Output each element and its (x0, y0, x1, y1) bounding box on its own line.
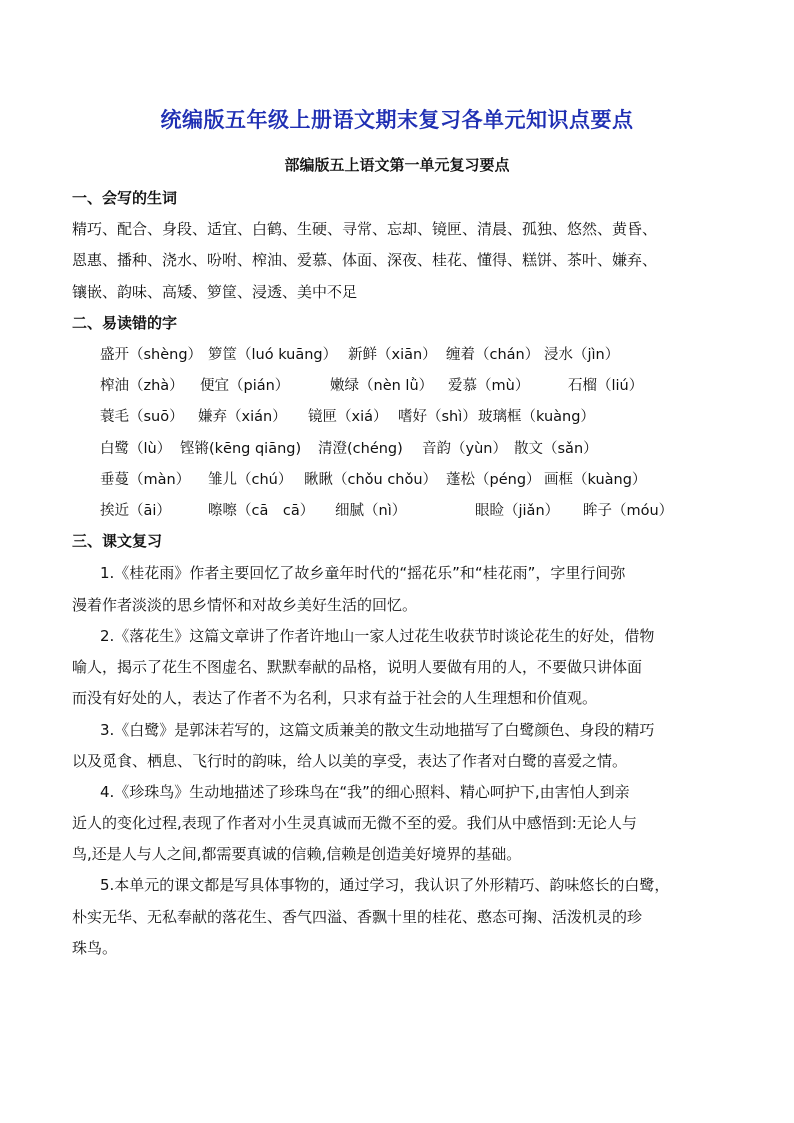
review-paragraph-line: 漫着作者淡淡的思乡情怀和对故乡美好生活的回忆。 (72, 596, 418, 614)
review-paragraph-line: 5.本单元的课文都是写具体事物的，通过学习，我认识了外形精巧、韵味悠长的白鹭， (100, 876, 670, 894)
pinyin-item: 垂蔓（màn） (100, 472, 191, 488)
pinyin-item: 清澄(chéng) (318, 441, 403, 457)
section-heading-pronunciation: 二、易读错的字 (72, 314, 178, 332)
pinyin-item: 嗜好（shì） (398, 409, 477, 425)
review-paragraph-line: 喻人，揭示了花生不图虚名、默默奉献的品格，说明人要做有用的人，不要做只讲体面 (72, 658, 643, 676)
review-paragraph-line: 而没有好处的人，表达了作者不为名利，只求有益于社会的人生理想和价值观。 (72, 689, 598, 707)
pinyin-item: 细腻（nì） (335, 503, 407, 519)
pinyin-item: 嫌弃（xián） (198, 409, 287, 425)
section-heading-vocabulary: 一、会写的生词 (72, 189, 178, 207)
review-paragraph-line: 以及觅食、栖息、飞行时的韵味，给人以美的享受，表达了作者对白鹭的喜爱之情。 (72, 752, 628, 770)
review-paragraph-line: 朴实无华、无私奉献的落花生、香气四溢、香飘十里的桂花、憨态可掬、活泼机灵的珍 (72, 908, 643, 926)
pinyin-row (100, 499, 673, 520)
review-paragraph-line: 2.《落花生》这篇文章讲了作者许地山一家人过花生收获节时谈论花生的好处，借物 (100, 627, 655, 645)
vocabulary-line: 恩惠、播种、浇水、吩咐、榨油、爱慕、体面、深夜、桂花、懂得、糕饼、茶叶、嫌弃、 (72, 251, 658, 269)
pinyin-item: 瞅瞅（chǒu chǒu） (304, 472, 438, 488)
pinyin-row (100, 405, 595, 426)
pinyin-item: 音韵（yùn） (422, 441, 507, 457)
pinyin-item: 爱慕（mù） (448, 378, 530, 394)
pinyin-item: 盛开（shèng） (100, 347, 203, 363)
pinyin-item: 眼睑（jiǎn） (475, 503, 560, 519)
review-paragraph-line: 鸟,还是人与人之间,都需要真诚的信赖,信赖是创造美好境界的基础。 (72, 845, 522, 863)
pinyin-item: 便宜（pián） (200, 378, 290, 394)
pinyin-item: 箩筐（luó kuāng） (208, 347, 338, 363)
pinyin-item: 榨油（zhà） (100, 378, 184, 394)
pinyin-item: 画框（kuàng） (544, 472, 647, 488)
vocabulary-line: 镶嵌、韵味、高矮、箩筐、浸透、美中不足 (72, 283, 358, 301)
pinyin-item: 新鲜（xiān） (348, 347, 437, 363)
pinyin-item: 散文（sǎn） (514, 441, 598, 457)
pinyin-item: 蓑毛（suō） (100, 409, 184, 425)
vocabulary-line: 精巧、配合、身段、适宜、白鹤、生硬、寻常、忘却、镜匣、清晨、孤独、悠然、黄昏、 (72, 220, 658, 238)
pinyin-row (100, 437, 598, 458)
pinyin-item: 浸水（jìn） (544, 347, 620, 363)
pinyin-item: 嫩绿（nèn lǜ） (330, 378, 434, 394)
pinyin-item: 铿锵(kēng qiāng) (180, 441, 302, 457)
pinyin-item: 白鹭（lù） (100, 441, 172, 457)
review-paragraph-line: 珠鸟。 (72, 939, 118, 957)
review-paragraph-line: 3.《白鹭》是郭沫若写的，这篇文质兼美的散文生动地描写了白鹭颜色、身段的精巧 (100, 721, 655, 739)
review-paragraph-line: 1.《桂花雨》作者主要回忆了故乡童年时代的“摇花乐”和“桂花雨”，字里行间弥 (100, 564, 626, 582)
pinyin-item: 挨近（āi） (100, 503, 171, 519)
unit-subtitle: 部编版五上语文第一单元复习要点 (284, 156, 510, 174)
pinyin-row (100, 374, 643, 395)
pinyin-item: 玻璃框（kuàng） (478, 409, 595, 425)
pinyin-item: 眸子（móu） (583, 503, 674, 519)
pinyin-row (100, 468, 646, 489)
pinyin-row (100, 343, 619, 364)
pinyin-item: 嚓嚓（cā cā） (208, 503, 315, 519)
review-paragraph-line: 4.《珍珠鸟》生动地描述了珍珠鸟在“我”的细心照料、精心呵护下,由害怕人到亲 (100, 783, 630, 801)
section-heading-text-review: 三、课文复习 (72, 532, 163, 550)
pinyin-item: 镜匣（xiá） (308, 409, 388, 425)
pinyin-item: 蓬松（péng） (446, 472, 541, 488)
review-paragraph-line: 近人的变化过程,表现了作者对小生灵真诚而无微不至的爱。我们从中感悟到:无论人与 (72, 814, 637, 832)
pinyin-item: 石榴（liú） (568, 378, 644, 394)
document-title: 统编版五年级上册语文期末复习各单元知识点要点 (160, 108, 634, 132)
pinyin-item: 雏儿（chú） (208, 472, 293, 488)
pinyin-item: 缠着（chán） (446, 347, 540, 363)
